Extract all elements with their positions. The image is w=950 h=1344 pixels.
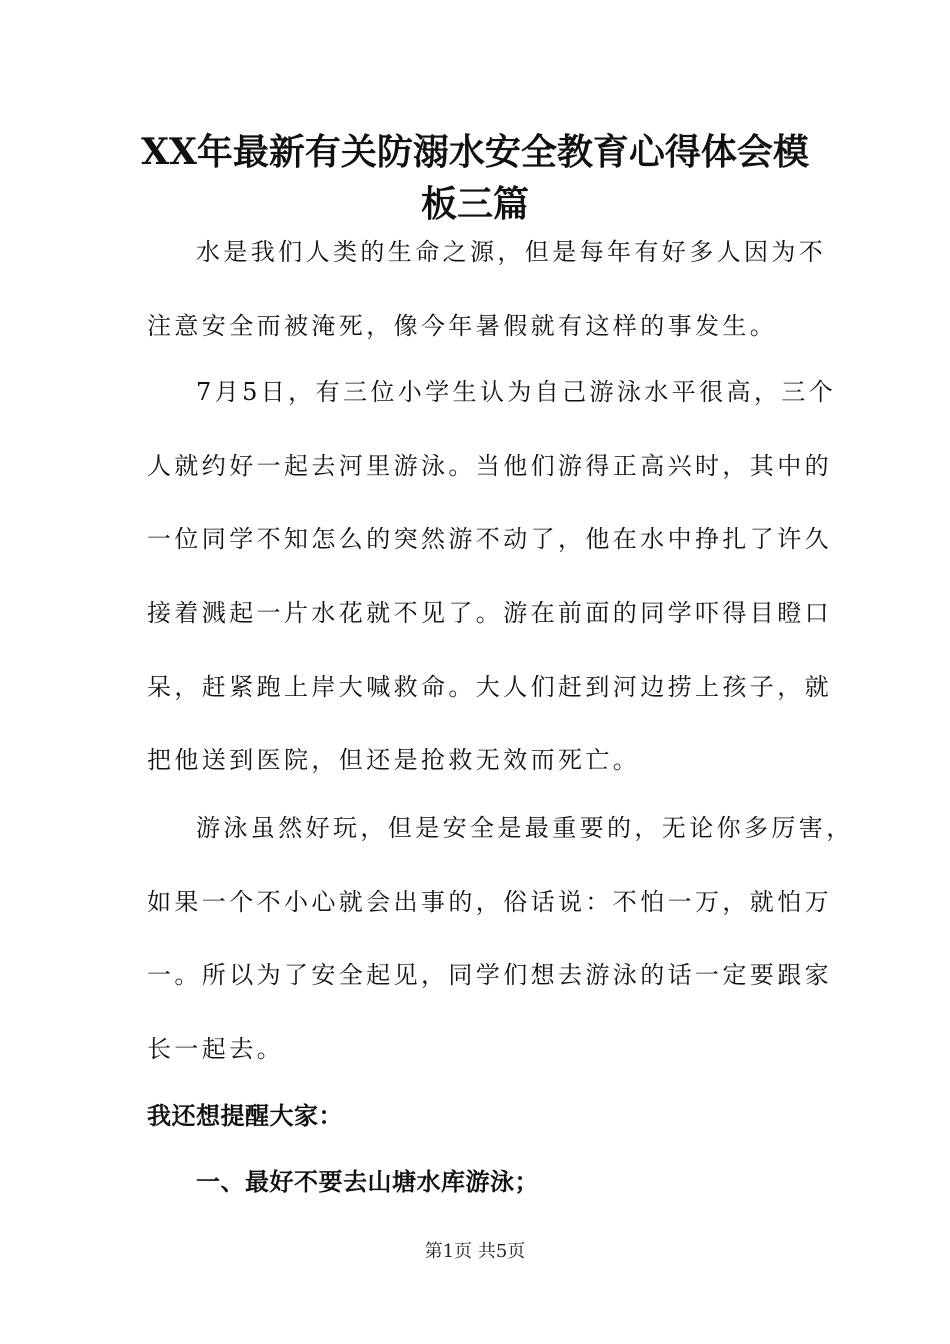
paragraph-line: 把他送到医院，但还是抢救无效而死亡。 <box>147 746 641 774</box>
paragraph-line: 水是我们人类的生命之源，但是每年有好多人因为不 <box>196 238 827 266</box>
paragraph-line: 人就约好一起去河里游泳。当他们游得正高兴时，其中的 <box>147 452 832 480</box>
paragraph-line: 一。所以为了安全起见，同学们想去游泳的话一定要跟家 <box>147 961 832 989</box>
paragraph-line: 接着溅起一片水花就不见了。游在前面的同学吓得目瞪口 <box>147 599 832 627</box>
paragraph-line: 7月5日，有三位小学生认为自己游泳水平很高，三个 <box>196 378 837 406</box>
paragraph-line: 一位同学不知怎么的突然游不动了，他在水中挣扎了许久 <box>147 525 832 553</box>
paragraph-line: 呆，赶紧跑上岸大喊救命。大人们赶到河边捞上孩子，就 <box>147 673 832 701</box>
reminder-item: 一、最好不要去山塘水库游泳； <box>196 1168 539 1196</box>
reminder-heading: 我还想提醒大家： <box>147 1102 343 1130</box>
paragraph-line: 长一起去。 <box>147 1035 284 1063</box>
document-title-line-1: XX年最新有关防溺水安全教育心得体会模 <box>141 131 809 173</box>
document-title-line-2: 板三篇 <box>420 183 529 225</box>
page-indicator: 第1页 共5页 <box>424 1241 526 1262</box>
paragraph-line: 如果一个不小心就会出事的，俗话说：不怕一万，就怕万 <box>147 888 832 916</box>
paragraph-line: 注意安全而被淹死，像今年暑假就有这样的事发生。 <box>147 312 778 340</box>
paragraph-line: 游泳虽然好玩，但是安全是最重要的，无论你多厉害， <box>196 814 854 842</box>
